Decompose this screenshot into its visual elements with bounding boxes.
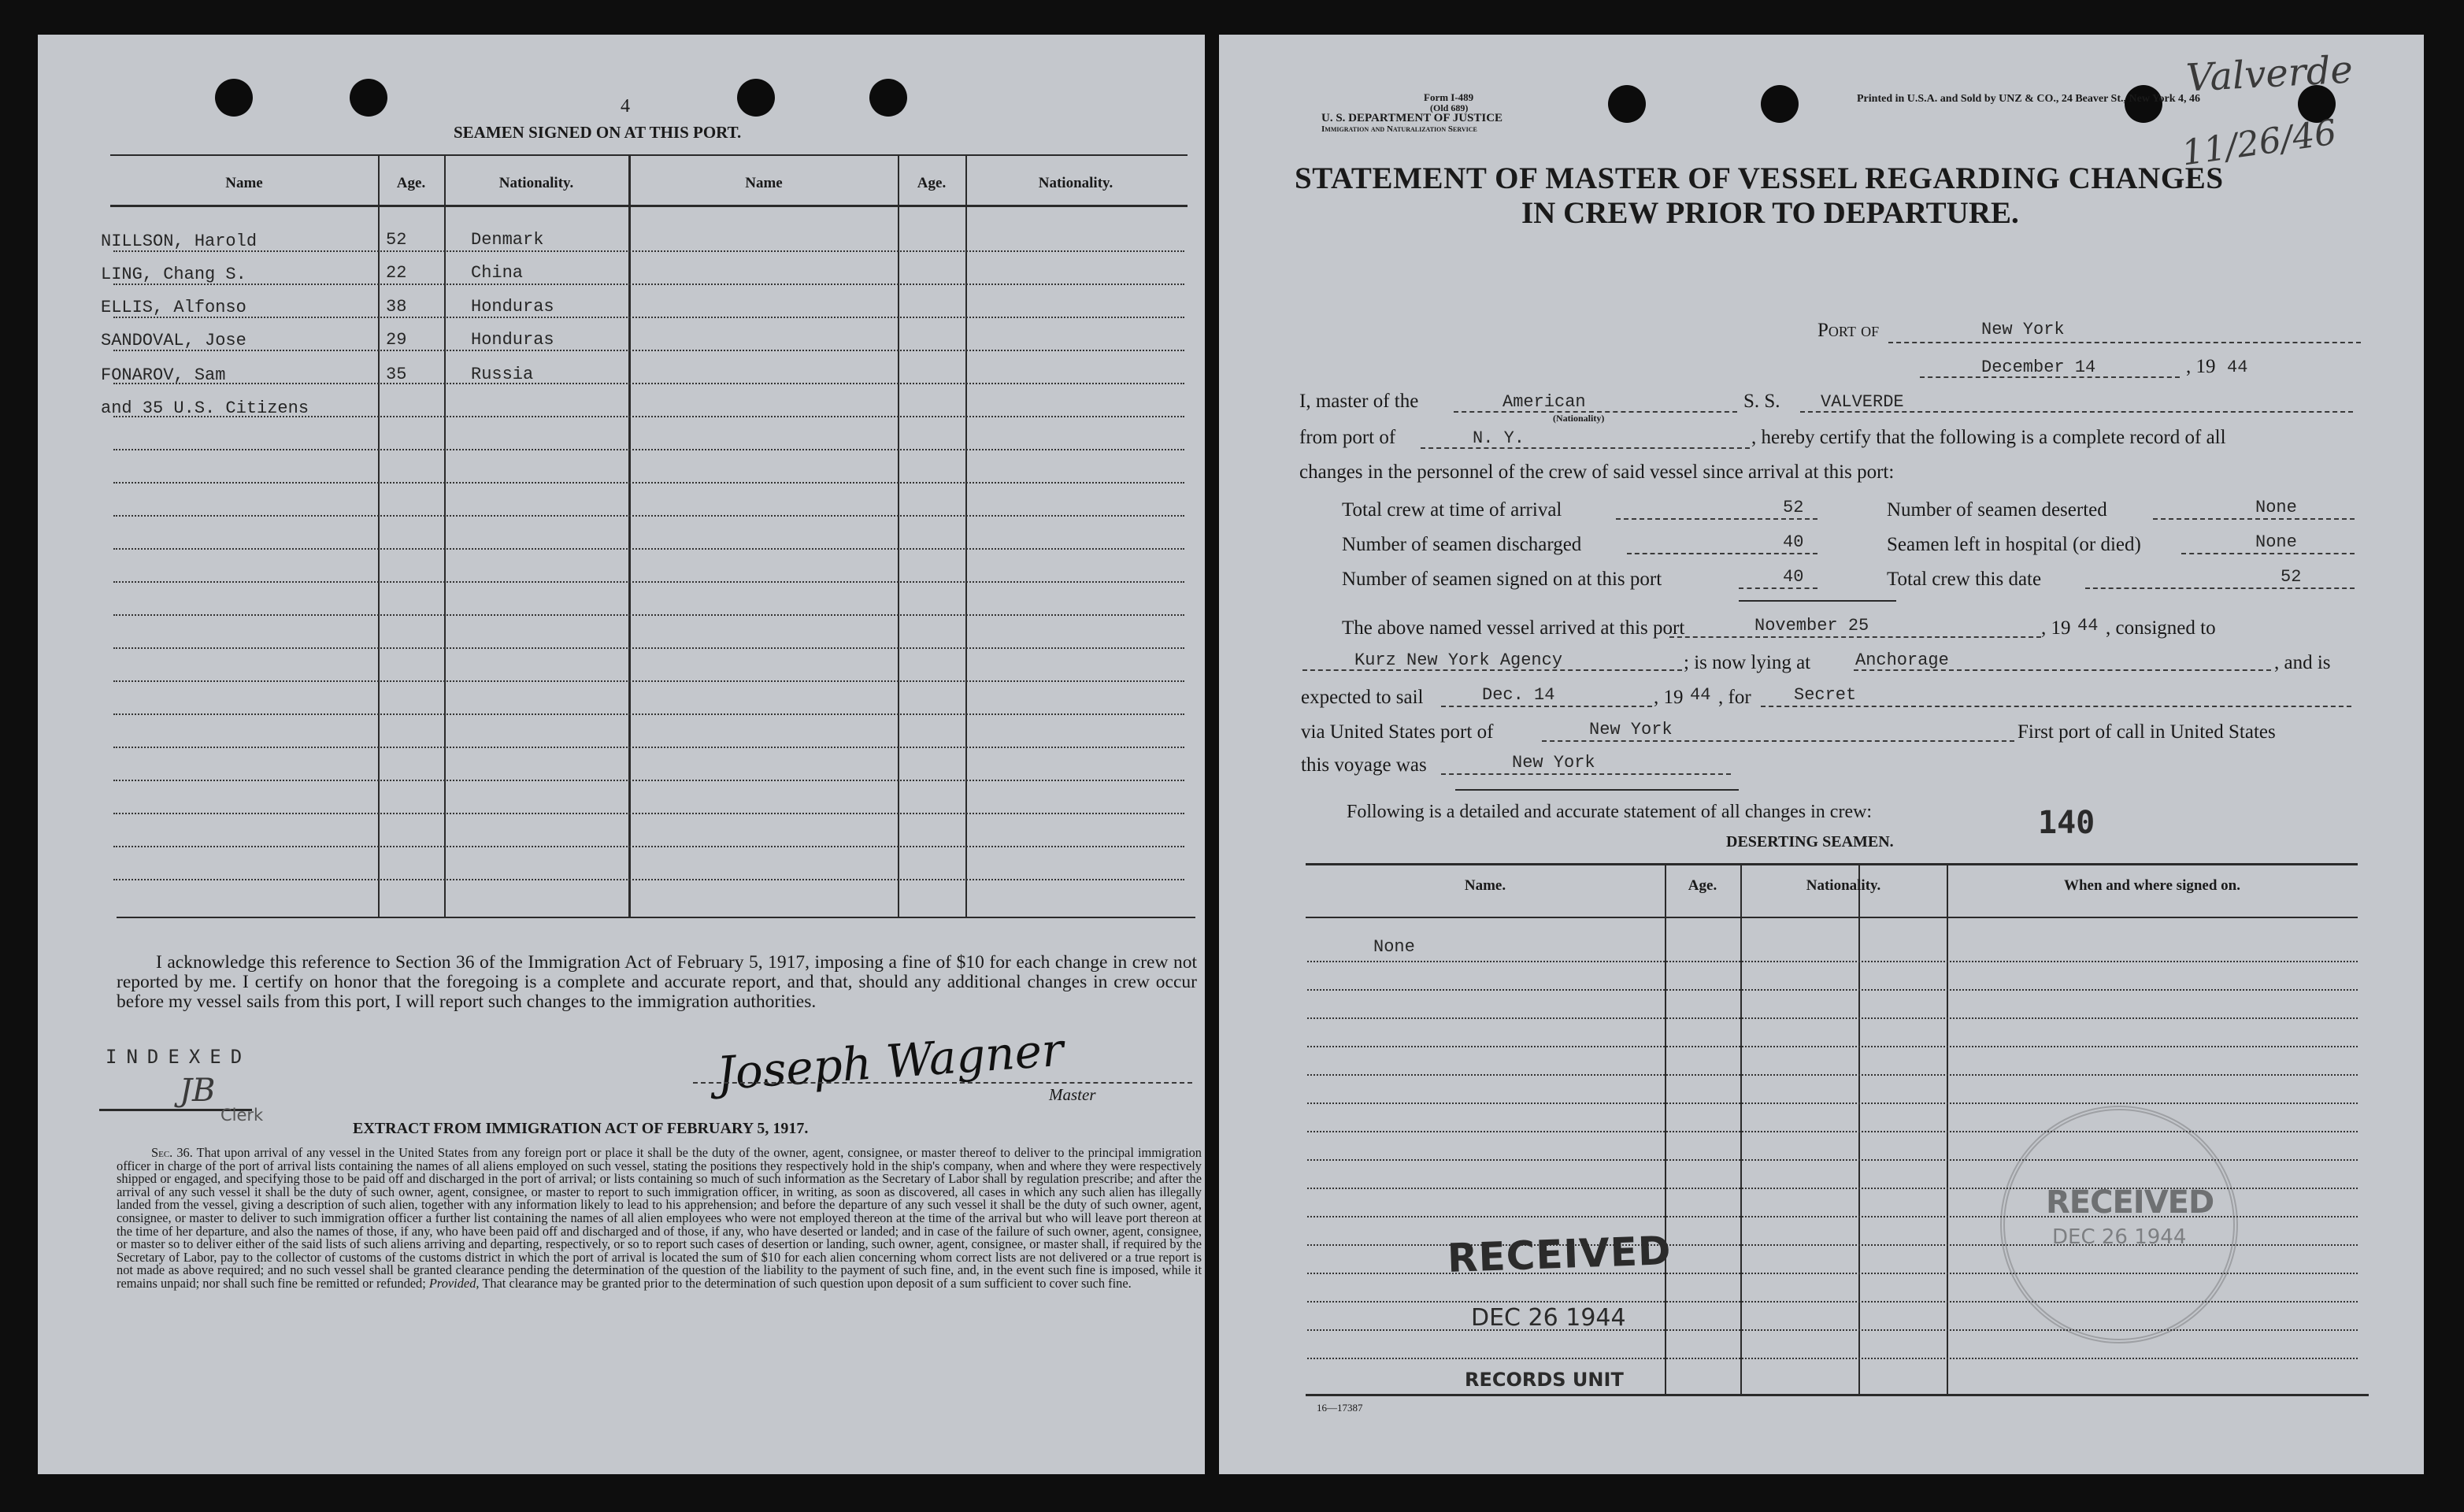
records-unit-stamp: RECORDS UNIT bbox=[1465, 1369, 1624, 1391]
col-header-name: Name. bbox=[1464, 877, 1506, 894]
voyage-value: New York bbox=[1512, 753, 1595, 773]
form-title-line1: STATEMENT OF MASTER OF VESSEL REGARDING CHANGES bbox=[1295, 161, 2224, 195]
sail-year: 44 bbox=[1690, 685, 1711, 705]
stat-total-date-value: 52 bbox=[2281, 567, 2302, 587]
handwritten-date: 11/26/46 bbox=[2179, 112, 2340, 174]
stamp-number: 140 bbox=[2038, 805, 2095, 841]
table-row-nationality: Denmark bbox=[471, 230, 544, 250]
received-date-stamp: DEC 26 1944 bbox=[1471, 1304, 1626, 1332]
deserting-row-name: None bbox=[1373, 937, 1415, 957]
stat-total-arrival-value: 52 bbox=[1783, 498, 1804, 517]
table-row-age: 35 bbox=[386, 365, 407, 384]
punch-hole bbox=[1761, 85, 1799, 123]
stat-signed-on-value: 40 bbox=[1783, 567, 1804, 587]
voyage-label: this voyage was bbox=[1301, 754, 1427, 776]
master-signature: Joseph Wagner bbox=[715, 1022, 1065, 1101]
footer-code: 16—17387 bbox=[1317, 1402, 1363, 1414]
clerk-label: Clerk bbox=[220, 1106, 264, 1125]
punch-hole bbox=[869, 79, 907, 117]
table-row-nationality: Honduras bbox=[471, 297, 554, 317]
table-row-age: 52 bbox=[386, 230, 407, 250]
for-value: Secret bbox=[1794, 685, 1857, 705]
table-row-age: 22 bbox=[386, 263, 407, 283]
ss-label: S. S. bbox=[1743, 391, 1780, 412]
nationality-caption: (Nationality) bbox=[1553, 413, 1605, 424]
port-label: Port of bbox=[1817, 320, 1880, 341]
arrived-year: 44 bbox=[2077, 616, 2099, 636]
stat-hospital-label: Seamen left in hospital (or died) bbox=[1887, 534, 2141, 555]
certify-text: , hereby certify that the following is a complete record of all bbox=[1751, 427, 2226, 448]
arrived-label: The above named vessel arrived at this port bbox=[1342, 617, 1685, 639]
lying-label: ; is now lying at bbox=[1684, 652, 1811, 673]
year-prefix: , 19 bbox=[2186, 356, 2216, 377]
year-value: 44 bbox=[2227, 358, 2248, 377]
table-row-name: FONAROV, Sam bbox=[101, 365, 226, 385]
department: U. S. DEPARTMENT OF JUSTICE bbox=[1321, 112, 1503, 124]
round-stamp-received: RECEIVED bbox=[2046, 1184, 2214, 1221]
stat-hospital-value: None bbox=[2255, 532, 2297, 552]
col-header-age: Age. bbox=[1688, 877, 1717, 894]
changes-text: changes in the personnel of the crew of said vessel since arrival at this port: bbox=[1299, 461, 1895, 483]
punch-hole bbox=[737, 79, 775, 117]
master-label: I, master of the bbox=[1299, 391, 1419, 412]
and-is-label: , and is bbox=[2274, 652, 2331, 673]
consignee-value: Kurz New York Agency bbox=[1354, 650, 1563, 670]
table-row-name: LING, Chang S. bbox=[101, 265, 246, 284]
form-title-line2: IN CREW PRIOR TO DEPARTURE. bbox=[1521, 196, 2019, 230]
round-received-stamp bbox=[2000, 1106, 2238, 1343]
stat-signed-on-label: Number of seamen signed on at this port bbox=[1342, 569, 1662, 590]
acknowledgement-text: I acknowledge this reference to Section 36 of the Immigration Act of February 5, 1917, imposing a fine of $10 for each change in crew not reported by me. I certify on honor that the foregoing is a complete and accurate report, and that, should any additional changes in crew occur before my vessel sails from this port, I will report such changes to the immigration authorities. bbox=[117, 952, 1197, 1012]
sail-label: expected to sail bbox=[1301, 687, 1424, 708]
handwritten-vessel-name: Valverde bbox=[2184, 47, 2355, 101]
punch-hole bbox=[215, 79, 253, 117]
col-header-age: Age. bbox=[396, 175, 426, 191]
stat-discharged-label: Number of seamen discharged bbox=[1342, 534, 1582, 555]
right-page bbox=[1219, 35, 2424, 1474]
consigned-label: , consigned to bbox=[2106, 617, 2216, 639]
date-value: December 14 bbox=[1981, 358, 2096, 377]
col-header-name: Name bbox=[225, 175, 263, 191]
arrived-year-prefix: , 19 bbox=[2041, 617, 2071, 639]
extract-title: EXTRACT FROM IMMIGRATION ACT OF FEBRUARY 5, 1917. bbox=[353, 1120, 809, 1137]
section-title: SEAMEN SIGNED ON AT THIS PORT. bbox=[454, 123, 742, 142]
stat-total-arrival-label: Total crew at time of arrival bbox=[1342, 499, 1562, 521]
deserting-title: DESERTING SEAMEN. bbox=[1726, 833, 1894, 850]
form-number: Form I-489 bbox=[1424, 91, 1474, 103]
punch-hole bbox=[1608, 85, 1646, 123]
printed-by: Printed in U.S.A. and Sold by UNZ & CO., 24 Beaver St., New York 4, 46 bbox=[1857, 93, 2200, 105]
from-port-label: from port of bbox=[1299, 427, 1396, 448]
received-stamp: RECEIVED bbox=[1447, 1228, 1673, 1281]
stat-total-date-label: Total crew this date bbox=[1887, 569, 2042, 590]
master-label: Master bbox=[1049, 1085, 1096, 1104]
stat-deserted-value: None bbox=[2255, 498, 2297, 517]
round-stamp-date: DEC 26 1944 bbox=[2052, 1225, 2187, 1249]
col-header-nationality: Nationality. bbox=[1806, 877, 1881, 894]
first-port-label: First port of call in United States bbox=[2018, 721, 2276, 743]
col-header-signed-on: When and where signed on. bbox=[2063, 877, 2240, 894]
clerk-initials: JB bbox=[180, 1073, 216, 1109]
table-row-age: 38 bbox=[386, 297, 407, 317]
vessel-name: VALVERDE bbox=[1821, 392, 1904, 412]
table-row-name: ELLIS, Alfonso bbox=[101, 298, 246, 317]
form-old-number: (Old 689) bbox=[1430, 102, 1469, 113]
col-header-nationality: Nationality. bbox=[1038, 175, 1113, 191]
nationality-value: American bbox=[1502, 392, 1586, 412]
left-page bbox=[38, 35, 1205, 1474]
table-row-nationality: Honduras bbox=[471, 330, 554, 350]
table-row-nationality: China bbox=[471, 263, 524, 283]
table-row-name: NILLSON, Harold bbox=[101, 232, 258, 251]
via-label: via United States port of bbox=[1301, 721, 1494, 743]
extract-text: Sec. 36. That upon arrival of any vessel in the United States from any foreign port or place it shall be the duty of the owner, agent, consignee, or master thereof to deliver to the principal immigration officer in charge of the port of arrival lists containing the names of all aliens employed on such vessel, stating the positions they respectively hold in the ship's company, when and where they were respectively shipped or engaged, and specifying those to be paid off and discharged in the port of arrival; or lists containing so much of such information as the Secretary of Labor shall by regulation prescribe; and after the arrival of any such vessel it shall be the duty of such owner, agent, consignee, or master to report to such immigration officer, in writing, as soon as discovered, all cases in which any such alien has illegally landed from the vessel, giving a description of such alien, together with any information likely to lead to his apprehension; and before the departure of any such vessel it shall be the duty of such owner, agent, consignee, or master to deliver to such immigration officer a further list containing the names of all alien employees who were not employed thereon at the time of the arrival but who will leave port thereon at the time of her departure, and also the names of those, if any, who have been paid off and discharged and of those, if any, who have deserted or landed; and in case of the failure of such owner, agent, consignee, or master so to deliver either of the said lists of such aliens arriving and departing, respectively, or so to report such cases of desertion or landing, such owner, agent, consignee, or master shall, if required by the Secretary of Labor, pay to the collector of customs of the customs district in which the port of arrival is located the sum of $10 for each alien concerning whom correct lists are not delivered or a true report is not made as above required; and no such vessel shall be granted clearance pending the determination of the question of the liability to the payment of such fine, and, in the event such fine is imposed, while it remains unpaid; nor shall such fine be remitted or refunded; Provided, That clearance may be granted prior to the determination of such question upon deposit of a sum sufficient to cover such fine. bbox=[117, 1145, 1202, 1291]
indexed-stamp: INDEXED bbox=[106, 1046, 252, 1068]
via-value: New York bbox=[1589, 720, 1673, 739]
sail-value: Dec. 14 bbox=[1482, 685, 1555, 705]
table-row-name: and 35 U.S. Citizens bbox=[101, 398, 309, 418]
lying-value: Anchorage bbox=[1855, 650, 1949, 670]
col-header-nationality: Nationality. bbox=[498, 175, 574, 191]
col-header-name: Name bbox=[745, 175, 783, 191]
table-row-name: SANDOVAL, Jose bbox=[101, 331, 246, 350]
table-row-age: 29 bbox=[386, 330, 407, 350]
from-port-value: N. Y. bbox=[1473, 428, 1525, 448]
table-row-nationality: Russia bbox=[471, 365, 534, 384]
port-value: New York bbox=[1981, 320, 2065, 339]
for-label: , for bbox=[1718, 687, 1751, 708]
stat-discharged-value: 40 bbox=[1783, 532, 1804, 552]
following-text: Following is a detailed and accurate statement of all changes in crew: bbox=[1347, 802, 1873, 822]
arrived-value: November 25 bbox=[1754, 616, 1869, 636]
sail-year-prefix: , 19 bbox=[1654, 687, 1684, 708]
col-header-age: Age. bbox=[917, 175, 947, 191]
punch-hole bbox=[350, 79, 387, 117]
stat-deserted-label: Number of seamen deserted bbox=[1887, 499, 2107, 521]
page-number: 4 bbox=[621, 96, 630, 117]
service: Immigration and Naturalization Service bbox=[1321, 124, 1477, 134]
